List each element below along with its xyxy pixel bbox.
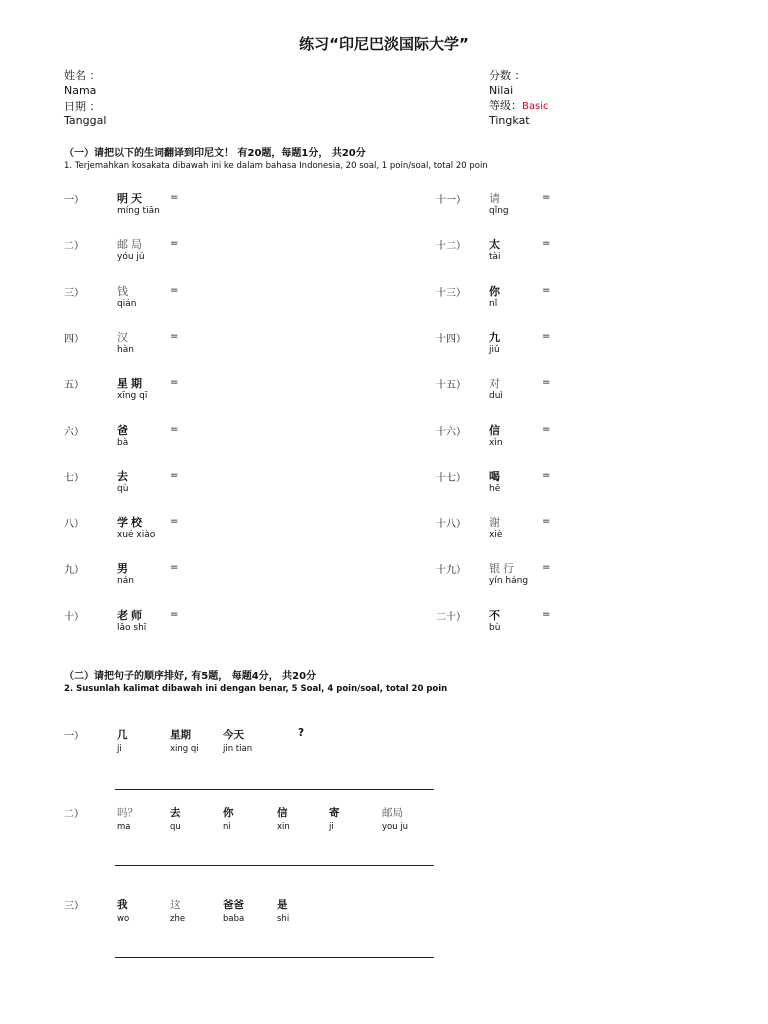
answer-blank[interactable]: = [170, 516, 179, 528]
page-title: 练习“印尼巴淡国际大学” [299, 35, 469, 53]
word-hanzi: 吗？ [117, 807, 138, 819]
vocab-number: 十八） [436, 519, 466, 531]
answer-blank[interactable]: = [170, 423, 179, 435]
score-sub-label: Nilai [489, 84, 514, 97]
word-hanzi: 这 [170, 899, 181, 911]
vocab-number: 十七） [436, 472, 466, 484]
word-pinyin: zhe [170, 914, 186, 924]
answer-blank[interactable]: = [170, 562, 179, 574]
vocab-hanzi: 对 [489, 377, 503, 391]
vocab-number: 三） [64, 287, 84, 299]
word-pinyin: ni [223, 822, 231, 832]
word-hanzi: 信 [277, 807, 288, 819]
vocab-number: 九） [64, 565, 84, 577]
vocab-hanzi: 爸 [117, 423, 131, 437]
vocab-number: 十三） [436, 287, 466, 299]
answer-line[interactable] [115, 865, 434, 866]
sentence-number: 三） [64, 901, 84, 912]
word-hanzi: 寄 [329, 807, 340, 819]
name-label: 姓名 ： [64, 69, 101, 82]
vocab-number: 十九） [436, 565, 466, 577]
vocab-hanzi: 学校 [117, 516, 145, 530]
answer-blank[interactable]: = [170, 330, 179, 342]
date-label: 日期 ： [64, 100, 101, 113]
section2-title: （二）请把句子的顺序排好, 有5题， 每题4分， 共20分 [64, 671, 317, 682]
vocab-hanzi: 谢 [489, 516, 503, 530]
answer-blank[interactable]: = [170, 377, 179, 389]
section1-subtitle: 1. Terjemahkan kosakata dibawah ini ke dalam bahasa Indonesia, 20 soal, 1 poin/soal, total 20 poin [64, 161, 488, 171]
answer-blank[interactable]: = [170, 238, 179, 250]
vocab-pinyin: qǐng [489, 206, 509, 216]
answer-line[interactable] [115, 957, 434, 958]
vocab-hanzi: 老师 [117, 608, 145, 622]
vocab-pinyin: xiè [489, 530, 503, 541]
vocab-hanzi: 你 [489, 284, 503, 298]
vocab-number: 二十） [436, 611, 466, 623]
level-label: 等级： [489, 99, 522, 112]
vocab-hanzi: 明天 [117, 192, 145, 205]
vocab-number: 五） [64, 380, 84, 392]
answer-blank[interactable]: = [170, 469, 179, 481]
answer-blank[interactable]: = [542, 377, 551, 389]
vocab-hanzi: 喝 [489, 469, 503, 483]
level-row [489, 97, 548, 113]
word-pinyin: xin [277, 822, 290, 832]
word-hanzi: 我 [117, 899, 128, 911]
word-pinyin: ji [117, 744, 122, 754]
level-value: Basic [522, 101, 549, 112]
vocab-number: 十二） [436, 241, 466, 253]
score-label: 分数 ： [489, 69, 526, 82]
word-hanzi: 爸爸 [223, 899, 244, 911]
vocab-hanzi: 不 [489, 608, 503, 622]
vocab-hanzi: 汉 [117, 330, 131, 344]
answer-blank[interactable]: = [542, 608, 551, 620]
vocab-number: 十六） [436, 426, 466, 438]
vocab-pinyin: xīng qī [117, 391, 148, 402]
vocab-hanzi: 请 [489, 192, 503, 205]
answer-blank[interactable]: = [542, 562, 551, 574]
vocab-pinyin: duì [489, 391, 503, 402]
vocab-number: 十五） [436, 380, 466, 392]
section2-subtitle: 2. Susunlah kalimat dibawah ini dengan benar, 5 Soal, 4 poin/soal, total 20 poin [64, 684, 448, 694]
vocab-pinyin: bù [489, 622, 501, 633]
vocab-hanzi: 去 [117, 469, 131, 483]
word-hanzi: 去 [170, 807, 181, 819]
vocab-number: 七） [64, 472, 84, 484]
word-pinyin: shi [277, 914, 290, 924]
vocab-pinyin: qián [117, 298, 137, 309]
vocab-hanzi: 邮局 [117, 238, 145, 252]
answer-blank[interactable]: = [542, 469, 551, 481]
name-sub-label: Nama [64, 84, 97, 97]
vocab-pinyin: xìn [489, 437, 503, 448]
vocab-hanzi: 男 [117, 562, 131, 576]
answer-blank[interactable]: = [542, 516, 551, 528]
answer-blank[interactable]: = [170, 284, 179, 296]
vocab-pinyin: yóu jú [117, 252, 145, 263]
word-hanzi: 星期 [170, 729, 191, 741]
vocab-hanzi: 九 [489, 330, 503, 344]
vocab-hanzi: 星期 [117, 377, 145, 391]
word-pinyin: ma [117, 822, 131, 832]
vocab-number: 二） [64, 241, 84, 253]
vocab-pinyin: jiǔ [489, 344, 500, 355]
vocab-number: 六） [64, 426, 84, 438]
word-pinyin: you ju [382, 822, 409, 832]
answer-blank[interactable]: = [170, 192, 179, 203]
section1-title: （一）请把以下的生词翻译到印尼文！ 有20题，每题1分， 共20分 [64, 148, 366, 159]
word-hanzi: 邮局 [382, 807, 403, 819]
answer-line[interactable] [115, 789, 434, 790]
vocab-number: 一） [64, 195, 84, 206]
vocab-hanzi: 太 [489, 238, 503, 252]
vocab-pinyin: nǐ [489, 298, 498, 309]
vocab-number: 八） [64, 519, 84, 531]
word-pinyin: ji [329, 822, 334, 832]
answer-blank[interactable]: = [542, 423, 551, 435]
answer-blank[interactable]: = [542, 330, 551, 342]
sentence-number: 一） [64, 731, 84, 742]
level-sub-label: Tingkat [489, 114, 530, 127]
word-hanzi: ? [298, 727, 305, 739]
vocab-pinyin: lǎo shī [117, 622, 147, 633]
vocab-pinyin: qù [117, 483, 129, 494]
word-hanzi: 几 [117, 729, 128, 741]
vocab-number: 四） [64, 333, 84, 345]
vocab-pinyin: tài [489, 252, 501, 263]
sentence-number: 二） [64, 809, 84, 820]
vocab-number: 十一） [436, 195, 466, 206]
word-pinyin: qu [170, 822, 181, 832]
answer-blank[interactable]: = [170, 608, 179, 620]
word-pinyin: baba [223, 914, 245, 924]
vocab-hanzi: 银行 [489, 562, 517, 576]
vocab-hanzi: 信 [489, 423, 503, 437]
word-hanzi: 你 [223, 807, 234, 819]
answer-blank[interactable]: = [542, 238, 551, 250]
word-pinyin: xing qi [170, 744, 199, 754]
vocab-pinyin: nán [117, 576, 134, 587]
word-hanzi: 是 [277, 899, 288, 911]
vocab-pinyin: bà [117, 437, 129, 448]
vocab-number: 十） [64, 611, 84, 623]
answer-blank[interactable]: = [542, 192, 551, 203]
answer-blank[interactable]: = [542, 284, 551, 296]
word-hanzi: 今天 [223, 729, 244, 741]
vocab-number: 十四） [436, 333, 466, 345]
vocab-pinyin: míng tiān [117, 206, 160, 216]
vocab-pinyin: hē [489, 483, 501, 494]
vocab-pinyin: hàn [117, 344, 134, 355]
word-pinyin: jin tian [223, 744, 253, 754]
vocab-hanzi: 钱 [117, 284, 131, 298]
word-pinyin: wo [117, 914, 130, 924]
vocab-pinyin: yín háng [489, 576, 529, 587]
date-sub-label: Tanggal [64, 114, 107, 127]
vocab-pinyin: xué xiào [117, 530, 156, 541]
